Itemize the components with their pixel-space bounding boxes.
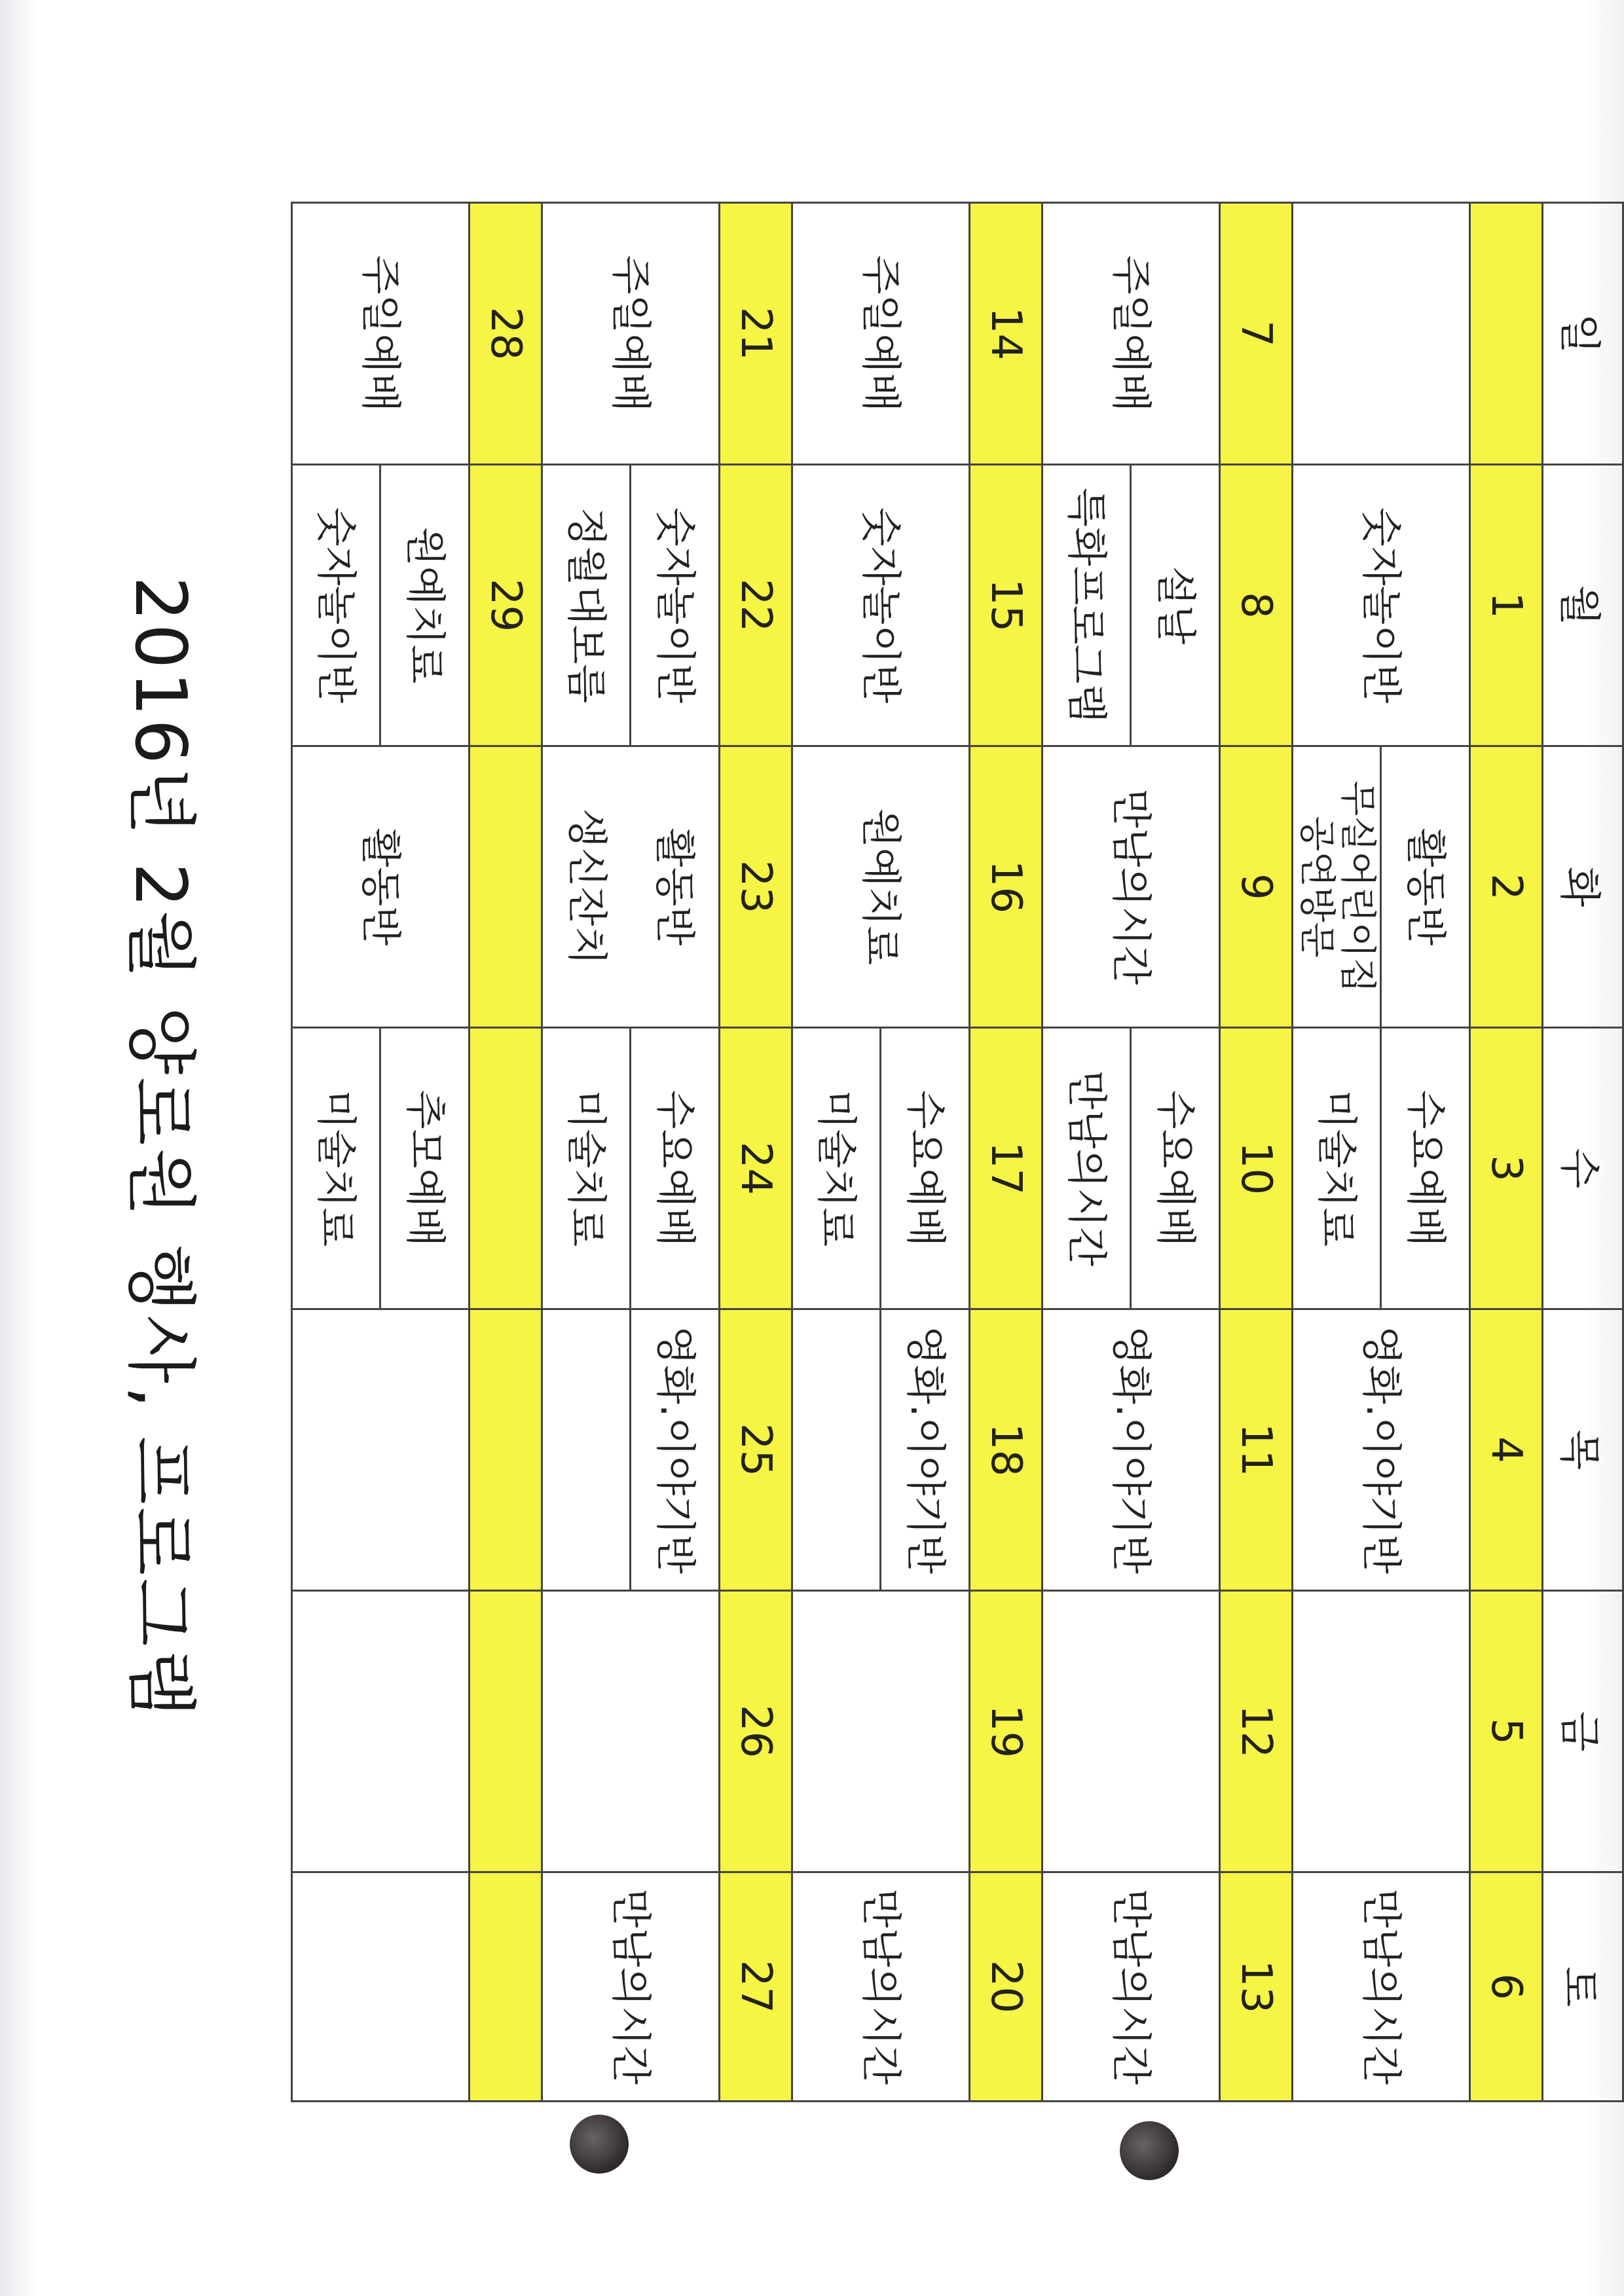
date-cell: 20 (970, 1872, 1043, 2102)
event-cell (1293, 203, 1470, 465)
event-cell-split (1043, 465, 1220, 746)
event-item (543, 1310, 632, 1590)
event-cell: 영화.이야기반 (1293, 1309, 1470, 1591)
event-cell: 만남의시간 (542, 1872, 720, 2102)
event-item: 생신잔치 (563, 808, 612, 966)
event-item: 추모예배 (401, 1089, 449, 1247)
date-cell: 15 (970, 465, 1043, 746)
event-cell: 영화.이야기반 (1043, 1309, 1220, 1591)
date-cell (1470, 203, 1543, 465)
weekday-fri: 금 (1543, 1591, 1623, 1872)
date-row-week-4 (720, 203, 792, 2102)
weekday-thu: 목 (1543, 1309, 1623, 1591)
date-cell: 4 (1470, 1309, 1543, 1591)
weekday-sat: 토 (1543, 1872, 1623, 2102)
event-cell: 주일예배 (1043, 203, 1220, 465)
event-item: 미술치료 (1293, 1029, 1382, 1308)
date-cell: 10 (1220, 1028, 1293, 1309)
date-cell: 5 (1470, 1591, 1543, 1872)
event-cell: 만남의시간 (792, 1872, 970, 2102)
event-item: 수요예배 (901, 1089, 950, 1247)
event-cell (292, 1309, 470, 1591)
event-cell-split (292, 1028, 470, 1309)
date-cell: 19 (970, 1591, 1043, 1872)
date-cell (470, 1872, 542, 2102)
event-cell-split (792, 1028, 970, 1309)
date-cell: 24 (720, 1028, 792, 1309)
date-cell: 11 (1220, 1309, 1293, 1591)
date-cell: 2 (1470, 746, 1543, 1028)
event-item: 특화프로그램 (1043, 465, 1132, 745)
event-cell-split (542, 465, 720, 746)
event-item: 원예치료 (401, 526, 449, 684)
date-cell: 29 (470, 465, 542, 746)
event-item: 숫자놀이반 (651, 507, 699, 704)
event-item: 활동반 (651, 828, 699, 946)
event-cell: 주일예배 (292, 203, 470, 465)
weekday-header-row (1543, 203, 1623, 2102)
date-cell: 1 (1470, 465, 1543, 746)
event-item: 만남의시간 (1043, 1029, 1132, 1308)
event-item (793, 1310, 882, 1590)
event-item: 영화.이야기반 (901, 1325, 950, 1575)
event-row-week-1 (1293, 203, 1470, 2102)
event-cell: 주일예배 (542, 203, 720, 465)
event-cell-split (292, 465, 470, 746)
date-cell: 26 (720, 1591, 792, 1872)
event-cell: 주일예배 (792, 203, 970, 465)
event-item: 수요예배 (1151, 1089, 1200, 1247)
date-cell: 9 (1220, 746, 1293, 1028)
weekday-sun: 일 (1543, 203, 1623, 465)
date-cell (470, 1309, 542, 1591)
event-item: 미술치료 (543, 1029, 632, 1308)
calendar-table (291, 202, 1624, 2102)
event-item: 영화.이야기반 (651, 1325, 699, 1575)
date-cell: 17 (970, 1028, 1043, 1309)
event-cell-split (542, 1309, 720, 1591)
event-cell (542, 1591, 720, 1872)
event-cell (792, 1591, 970, 1872)
event-cell: 만남의시간 (1043, 1872, 1220, 2102)
event-row-week-4 (542, 203, 720, 2102)
date-cell: 28 (470, 203, 542, 465)
date-cell: 14 (970, 203, 1043, 465)
event-cell: 활동반 (292, 746, 470, 1028)
event-cell (1293, 1591, 1470, 1872)
event-cell (292, 1591, 470, 1872)
date-cell: 16 (970, 746, 1043, 1028)
date-cell: 12 (1220, 1591, 1293, 1872)
event-item: 정월대보름 (543, 465, 632, 745)
event-item: 무실어린이집 공연방문 (1293, 747, 1382, 1027)
event-item: 미술치료 (793, 1029, 882, 1308)
event-cell: 원예치료 (792, 746, 970, 1028)
event-cell (292, 1872, 470, 2102)
date-cell (470, 746, 542, 1028)
event-item: 수요예배 (1401, 1089, 1450, 1247)
event-cell-split (542, 746, 720, 1028)
date-cell: 22 (720, 465, 792, 746)
event-row-week-5 (292, 203, 470, 2102)
event-item: 설날 (1151, 566, 1200, 645)
date-cell: 21 (720, 203, 792, 465)
date-cell: 8 (1220, 465, 1293, 746)
date-row-week-1 (1470, 203, 1543, 2102)
event-item: 수요예배 (651, 1089, 699, 1247)
date-row-week-5 (470, 203, 542, 2102)
page-title: 2016년 2월 양로원 행사, 프로그램 (119, 576, 201, 1720)
date-row-week-2 (1220, 203, 1293, 2102)
date-cell: 7 (1220, 203, 1293, 465)
weekday-wed: 수 (1543, 1028, 1623, 1309)
date-row-week-3 (970, 203, 1043, 2102)
event-cell: 숫자놀이반 (792, 465, 970, 746)
date-cell: 25 (720, 1309, 792, 1591)
event-cell-split (1043, 1028, 1220, 1309)
date-cell: 27 (720, 1872, 792, 2102)
event-cell-split (1293, 746, 1470, 1028)
date-cell: 13 (1220, 1872, 1293, 2102)
weekday-mon: 월 (1543, 465, 1623, 746)
weekday-tue: 화 (1543, 746, 1623, 1028)
date-cell (470, 1028, 542, 1309)
event-item: 활동반 (1401, 828, 1450, 946)
event-cell: 만남의시간 (1293, 1872, 1470, 2102)
event-cell-split (1293, 1028, 1470, 1309)
event-row-week-2 (1043, 203, 1220, 2102)
event-cell: 만남의시간 (1043, 746, 1220, 1028)
date-cell: 6 (1470, 1872, 1543, 2102)
event-row-week-3 (792, 203, 970, 2102)
event-cell-split (542, 1028, 720, 1309)
date-cell: 23 (720, 746, 792, 1028)
event-cell: 숫자놀이반 (1293, 465, 1470, 746)
event-item: 미술치료 (293, 1029, 382, 1308)
event-cell-split (792, 1309, 970, 1591)
date-cell: 18 (970, 1309, 1043, 1591)
date-cell: 3 (1470, 1028, 1543, 1309)
event-cell (1043, 1591, 1220, 1872)
event-item: 숫자놀이반 (293, 465, 382, 745)
date-cell (470, 1591, 542, 1872)
